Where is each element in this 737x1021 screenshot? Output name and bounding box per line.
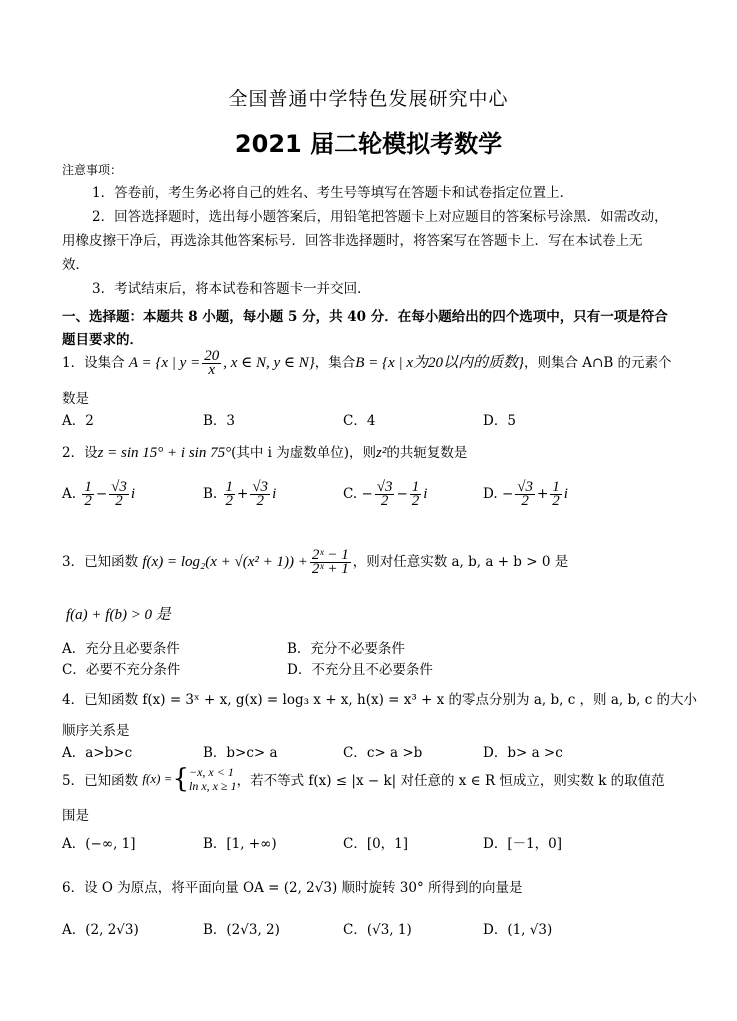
- q5-option-d: D．[－1，0]: [483, 836, 563, 852]
- q4-option-d: D．b> a >c: [483, 745, 563, 761]
- q2-d-sign: −: [501, 486, 514, 502]
- q2-option-b: [203, 481, 276, 508]
- q1-mid: ，集合: [314, 355, 356, 371]
- q2-d-op: +: [536, 486, 549, 502]
- q2-d-d1: 2: [521, 493, 529, 509]
- q1-frac-num: 20: [204, 348, 220, 364]
- q2-stem-b: (其中 i 为虚数单位)，则: [231, 445, 377, 461]
- q2-c-n2: 1: [411, 479, 420, 495]
- notice-heading: 注意事项：: [62, 163, 123, 177]
- q4-option-b: B．b>c> a: [203, 745, 278, 761]
- q5-option-a: A．(−∞, 1]: [62, 836, 136, 852]
- q1-set-a-rest: , x ∈ N, y ∈ N}: [223, 355, 315, 371]
- q1-set-b: B = {x | x为20以内的质数}: [355, 355, 524, 371]
- question-4-stem: 4．已知函数 f(x) = 3ˣ + x, g(x) = log₃ x + x, h(x) = x³ + x 的零点分别为 a, b, c ，则 a, b, c 的大小: [62, 692, 698, 708]
- q4-option-c: C．c> a >b: [343, 745, 423, 761]
- q2-a-frac2: [109, 481, 129, 508]
- q2-c-op: −: [396, 486, 408, 502]
- q2-c-sign: −: [361, 486, 373, 502]
- q5-cases: [189, 765, 237, 793]
- q6-option-c: C．(√3, 1): [343, 922, 412, 938]
- q6-option-a: A．(2, 2√3): [62, 922, 139, 938]
- q1-fraction: [202, 350, 221, 377]
- q5-fx: f(x) =: [142, 771, 173, 786]
- q2-b-d2: 2: [256, 493, 264, 509]
- q1-set-a: A = {x | y =: [128, 355, 201, 371]
- q2-d-frac1: [515, 481, 535, 508]
- q3-option-b: B．充分不必要条件: [287, 641, 405, 657]
- notice-item-3: 3．考试结束后，将本试卷和答题卡一并交回．: [92, 281, 371, 297]
- q2-a-d1: 2: [84, 493, 92, 509]
- q2-option-c: [343, 481, 427, 508]
- q2-a-frac1: [82, 481, 94, 508]
- section-heading-line2: 题目要求的．: [62, 332, 143, 348]
- q2-d-d2: 2: [552, 493, 560, 509]
- q1-line2: 数是: [62, 391, 89, 407]
- q5-option-b: B．[1, +∞): [203, 836, 277, 852]
- q3-tail: ，则对任意实数 a, b, a + b > 0 是: [352, 554, 569, 570]
- q1-tail: ，则集合 A∩B 的元素个: [523, 355, 672, 371]
- q2-d-i: i: [563, 486, 568, 502]
- q1-option-b: B．3: [203, 413, 236, 429]
- q2-b-n1: 1: [225, 479, 234, 495]
- question-5-stem: [62, 764, 665, 794]
- exam-title: 2021 届二轮模拟考数学: [234, 130, 503, 158]
- q2-c-frac1: [375, 481, 395, 508]
- question-3-stem: [62, 544, 568, 580]
- q2-a-n1: 1: [84, 479, 92, 495]
- q2-option-d: [483, 481, 568, 508]
- q2-option-a: [62, 481, 135, 508]
- notice-item-2-line3: 效．: [62, 257, 89, 273]
- notice-item-2-line1: 2．回答选择题时，选出每小题答案后，用铅笔把答题卡上对应题目的答案标号涂黑．如需改动，: [92, 209, 668, 225]
- question-2-stem: [62, 441, 467, 462]
- q2-stem-a: 2．设: [62, 445, 98, 461]
- question-1-stem: [62, 345, 672, 381]
- q2-d-n2: 1: [552, 479, 560, 495]
- q2-b-label: B.: [203, 486, 218, 502]
- q5-case-1: −x, x < 1: [189, 765, 234, 779]
- q2-d-label: D.: [483, 486, 498, 502]
- q1-option-c: C．4: [343, 413, 376, 429]
- q2-c-frac2: [410, 481, 422, 508]
- q5-tail: ，若不等式 f(x) ≤ |x − k| 对任意的 x ∈ R 恒成立，则实数 k 的取值范: [236, 773, 665, 789]
- q2-b-i: i: [272, 486, 277, 502]
- q2-d-n1: √3: [517, 479, 533, 495]
- q2-stem-c: 的共轭复数是: [386, 445, 468, 461]
- q1-frac-den: x: [208, 362, 216, 378]
- q4-line2: 顺序关系是: [62, 723, 130, 739]
- q2-stem-math2: z²: [376, 445, 387, 461]
- section-heading-line1: [62, 305, 668, 325]
- q5-option-c: C．[0，1]: [343, 836, 409, 852]
- section-heading-part-b: 四个选项中: [492, 309, 560, 325]
- question-6-stem: 6．设 O 为原点，将平面向量 OA = (2, 2√3) 顺时旋转 30° 所得到的向量是: [62, 880, 523, 896]
- q2-a-n2: √3: [111, 479, 127, 495]
- q3-option-a: A．充分且必要条件: [62, 641, 180, 657]
- q2-a-i: i: [130, 486, 136, 502]
- q5-case-2: ln x, x ≥ 1: [189, 779, 237, 793]
- section-heading-part-a: 一、选择题：本题共 8 小题，每小题 5 分，共 40 分．在每小题给出的: [62, 309, 493, 325]
- q2-d-frac2: [550, 481, 562, 508]
- q3-frac-den: 2ˣ + 1: [311, 561, 349, 577]
- q2-b-frac2: [250, 481, 270, 508]
- org-name: 全国普通中学特色发展研究中心: [228, 88, 509, 110]
- q5-brace: {: [172, 764, 189, 794]
- q2-c-d2: 2: [411, 493, 420, 509]
- section-heading-part-c: ，只有一项是符合: [559, 309, 668, 325]
- q2-b-op: +: [237, 486, 249, 502]
- q3-option-c: C．必要不充分条件: [62, 662, 181, 678]
- q2-c-label: C.: [343, 486, 358, 502]
- q2-stem-math: z = sin 15° + i sin 75°: [97, 445, 232, 461]
- q2-c-i: i: [423, 486, 428, 502]
- q3-fraction: [310, 549, 351, 576]
- q1-option-a: A．2: [62, 413, 94, 429]
- notice-item-1: 1．答卷前，考生务必将自己的姓名、考生号等填写在答题卡和试卷指定位置上．: [92, 185, 574, 201]
- q1-option-d: D．5: [483, 413, 516, 429]
- q2-b-d1: 2: [225, 493, 234, 509]
- notice-item-2-line2: 用橡皮擦干净后，再选涂其他答案标号．回答非选择题时，将答案写在答题卡上．写在本试卷上无: [62, 233, 643, 249]
- q4-option-a: A．a>b>c: [62, 745, 133, 761]
- q1-prefix: 1．设集合: [62, 355, 125, 371]
- q3-option-d: D．不充分且不必要条件: [287, 662, 433, 678]
- q6-option-d: D．(1, √3): [483, 922, 553, 938]
- q2-c-n1: √3: [376, 479, 393, 495]
- q5-prefix: 5．已知函数: [62, 773, 139, 789]
- q3-line2: f(a) + f(b) > 0 是: [66, 607, 171, 623]
- q2-a-d2: 2: [115, 493, 123, 509]
- q2-b-n2: √3: [252, 479, 269, 495]
- q2-c-d1: 2: [380, 493, 389, 509]
- q2-a-label: A.: [62, 486, 77, 502]
- q3-prefix: 3．已知函数: [62, 554, 139, 570]
- q2-b-frac1: [224, 481, 236, 508]
- q5-line2: 围是: [62, 808, 89, 824]
- q3-function: f(x) = log₂(x + √(x² + 1)) +: [142, 554, 308, 570]
- q3-frac-num: 2ˣ − 1: [311, 547, 349, 563]
- q2-a-op: −: [95, 486, 108, 502]
- q6-option-b: B．(2√3, 2): [203, 922, 280, 938]
